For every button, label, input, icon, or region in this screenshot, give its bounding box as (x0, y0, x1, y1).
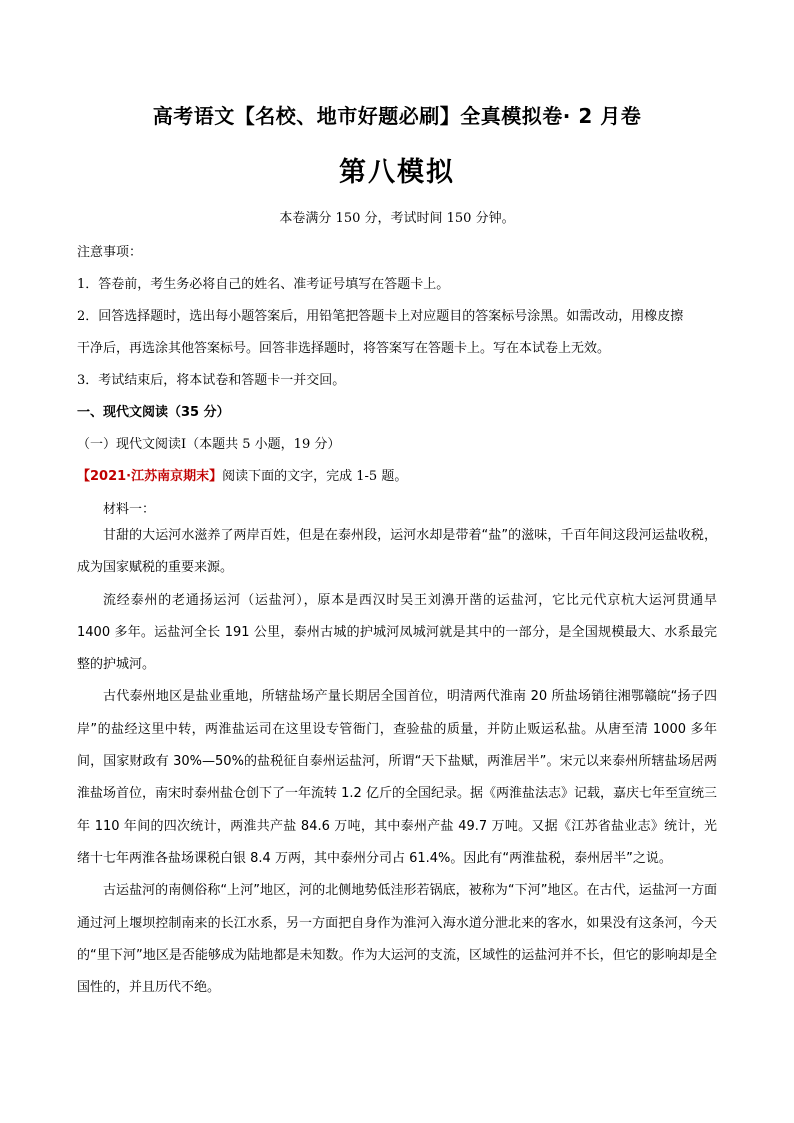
exam-info: 本卷满分 150 分，考试时间 150 分钟。 (279, 211, 515, 226)
notes-item: 1．答卷前，考生务必将自己的姓名、准考证号填写在答题卡上。 (77, 277, 450, 292)
paper-header-title: 高考语文【名校、地市好题必刷】全真模拟卷· 2 月卷 (152, 104, 642, 128)
notes-item: 3．考试结束后，将本试卷和答题卡一并交回。 (77, 373, 346, 388)
source-tag: 【2021·江苏南京期末】 (77, 469, 223, 484)
passage-paragraph: 甘甜的大运河水滋养了两岸百姓，但是在泰州段，运河水却是带着“盐”的滋味，千百年间这段河运盐收税，成为国家赋税的重要来源。 (77, 528, 717, 576)
notes-heading: 注意事项： (77, 245, 143, 260)
page-title: 第八模拟 (339, 157, 455, 188)
passage-paragraph: 古代泰州地区是盐业重地，所辖盐场产量长期居全国首位，明清两代淮南 20 所盐场销往湘鄂赣皖“扬子四岸”的盐经这里中转，两淮盐运司在这里设专管衙门，查验盐的质量，并防止贩运私盐。从唐至清 1000 多年间，国家财政有 30%—50%的盐税征自泰州运盐河，所谓“天下盐赋，两淮居半”。宋元以来泰州所辖盐场居两淮盐场首位，南宋时泰州盐仓创下了一年流转 1.2 亿斤的全国纪录。据《两淮盐法志》记载，嘉庆七年至宣统三年 110 年间的四次统计，两淮共产盐 84.6 万吨，其中泰州产盐 49.7 万吨。又据《江苏省盐业志》统计，光绪十七年两淮各盐场课税白银 8.4 万两，其中泰州分司占 61.4%。因此有“两淮盐税，泰州居半”之说。 (77, 689, 717, 866)
passage-paragraph: 古运盐河的南侧俗称“上河”地区，河的北侧地势低洼形若锅底，被称为“下河”地区。在古代，运盐河一方面通过河上堰坝控制南来的长江水系，另一方面把自身作为淮河入海水道分泄北来的客水，如果没有这条河，今天的“里下河”地区是否能够成为陆地都是未知数。作为大运河的支流，区域性的运盐河并不长，但它的影响却是全国性的，并且历代不绝。 (77, 883, 717, 996)
reading-instruction: 阅读下面的文字，完成 1-5 题。 (222, 469, 408, 484)
notes-item: 干净后，再选涂其他答案标号。回答非选择题时，将答案写在答题卡上。写在本试卷上无效。 (77, 341, 611, 356)
passage-paragraph: 流经泰州的老通扬运河（运盐河），原本是西汉时吴王刘濞开凿的运盐河，它比元代京杭大运河贯通早 1400 多年。运盐河全长 191 公里，泰州古城的护城河凤城河就是其中的一部分，是全国规模最大、水系最完整的护城河。 (77, 592, 717, 673)
source-line (77, 465, 407, 484)
notes-item: 2．回答选择题时，选出每小题答案后，用铅笔把答题卡上对应题目的答案标号涂黑。如需改动，用橡皮擦 (77, 309, 684, 324)
material-label: 材料一： (103, 502, 156, 517)
section-subheading: （一）现代文阅读Ⅰ（本题共 5 小题，19 分） (77, 437, 341, 452)
section-heading: 一、现代文阅读（35 分） (77, 405, 230, 420)
passage-body (77, 520, 717, 1004)
